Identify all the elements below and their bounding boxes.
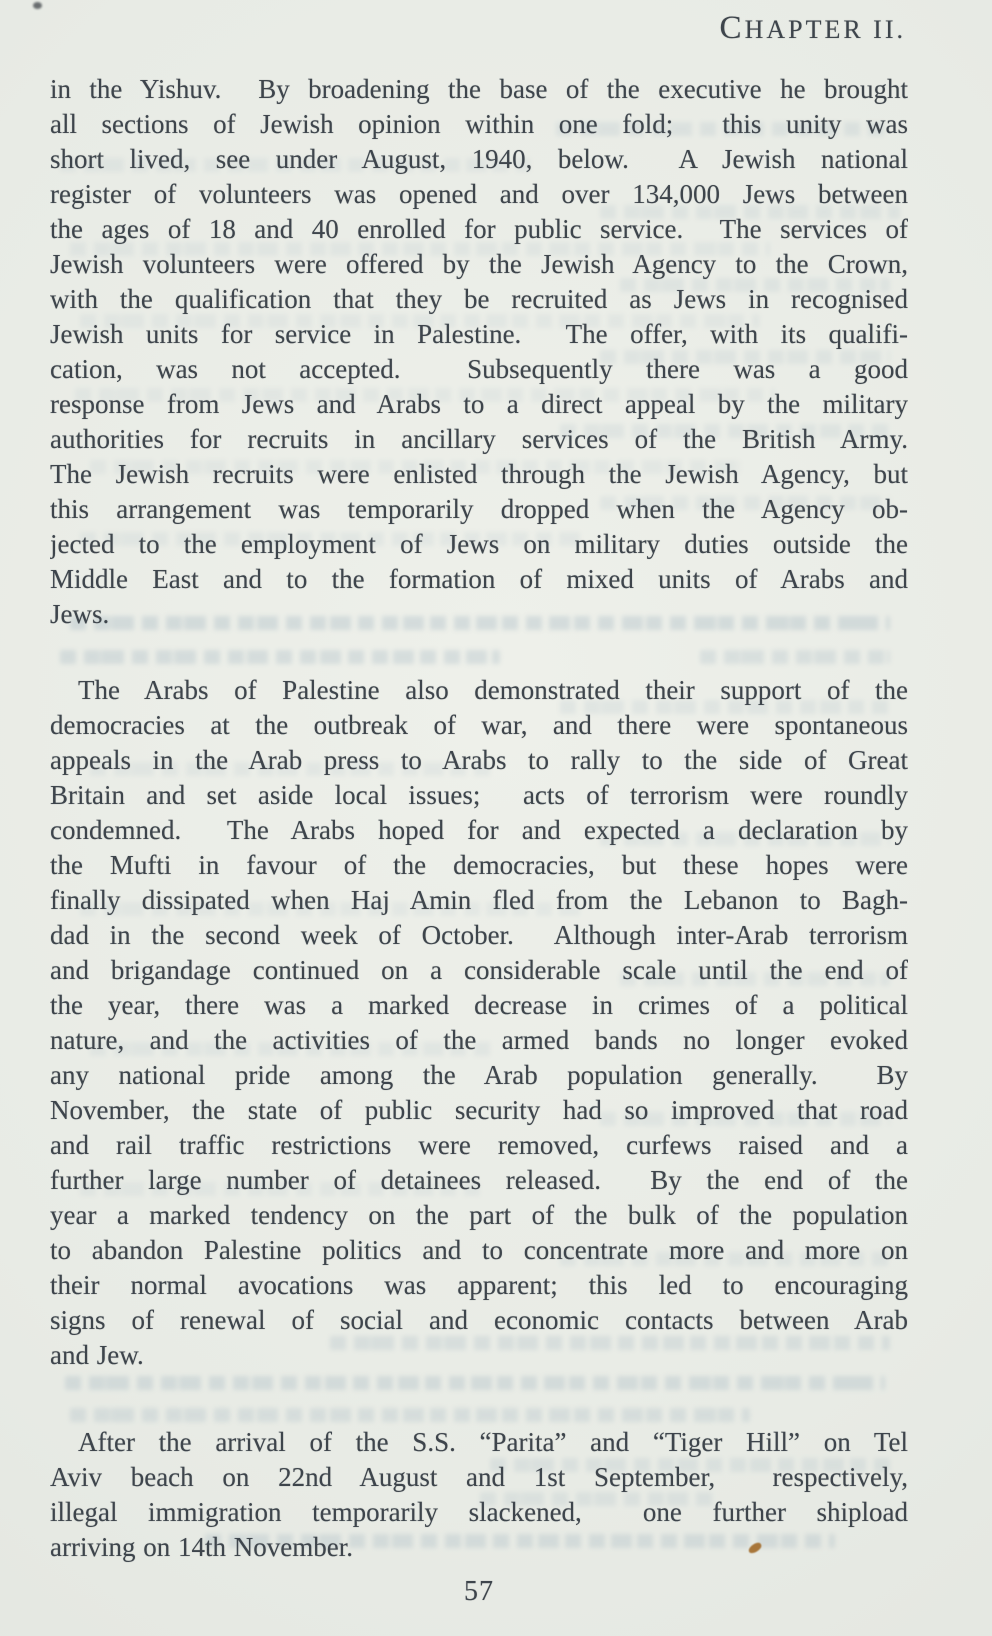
text-line: in the Yishuv. By broadening the base of the executive he brought — [50, 74, 908, 104]
text-line: this arrangement was temporarily dropped when the Agency ob- — [50, 494, 908, 524]
paragraph — [50, 673, 908, 1373]
text-line: After the arrival of the S.S. “Parita” and “Tiger Hill” on Tel — [78, 1427, 908, 1457]
text-line: the ages of 18 and 40 enrolled for public service. The services of — [50, 214, 908, 244]
text-line: to abandon Palestine politics and to concentrate more and more on — [50, 1235, 908, 1265]
text-line: further large number of detainees released. By the end of the — [50, 1165, 908, 1195]
paragraph — [50, 1425, 908, 1565]
text-line: condemned. The Arabs hoped for and expected a declaration by — [50, 815, 908, 845]
text-line: response from Jews and Arabs to a direct appeal by the military — [50, 389, 908, 419]
text-line: and rail traffic restrictions were removed, curfews raised and a — [50, 1130, 908, 1160]
text-line: register of volunteers was opened and over 134,000 Jews between — [50, 179, 908, 209]
text-line: their normal avocations was apparent; this led to encouraging — [50, 1270, 908, 1300]
text-line: dad in the second week of October. Although inter-Arab terrorism — [50, 920, 908, 950]
text-line: the year, there was a marked decrease in crimes of a political — [50, 990, 908, 1020]
scan-speck-top-left — [33, 2, 42, 9]
text-line: democracies at the outbreak of war, and there were spontaneous — [50, 710, 908, 740]
text-line: appeals in the Arab press to Arabs to rally to the side of Great — [50, 745, 908, 775]
text-line: the Mufti in favour of the democracies, but these hopes were — [50, 850, 908, 880]
page-number: 57 — [464, 1576, 494, 1607]
text-line: illegal immigration temporarily slackened, one further shipload — [50, 1497, 908, 1527]
text-line: Aviv beach on 22nd August and 1st September, respectively, — [50, 1462, 908, 1492]
text-line: November, the state of public security had so improved that road — [50, 1095, 908, 1125]
text-line: with the qualification that they be recruited as Jews in recognised — [50, 284, 908, 314]
paragraph — [50, 72, 908, 632]
text-line: The Jewish recruits were enlisted through the Jewish Agency, but — [50, 459, 908, 489]
page-body — [50, 72, 908, 1565]
text-line: signs of renewal of social and economic contacts between Arab — [50, 1305, 908, 1335]
text-line: and Jew. — [50, 1340, 144, 1370]
text-line: Jews. — [50, 599, 110, 629]
text-line: Jewish units for service in Palestine. The offer, with its qualifi- — [50, 319, 908, 349]
text-line: short lived, see under August, 1940, below. A Jewish national — [50, 144, 908, 174]
text-line: year a marked tendency on the part of the bulk of the population — [50, 1200, 908, 1230]
chapter-heading: CHAPTER II. — [719, 10, 906, 46]
text-line: Britain and set aside local issues; acts of terrorism were roundly — [50, 780, 908, 810]
text-line: jected to the employment of Jews on military duties outside the — [50, 529, 908, 559]
text-line: cation, was not accepted. Subsequently there was a good — [50, 354, 908, 384]
text-line: Middle East and to the formation of mixed units of Arabs and — [50, 564, 908, 594]
text-line: arriving on 14th November. — [50, 1532, 353, 1562]
text-line: Jewish volunteers were offered by the Jewish Agency to the Crown, — [50, 249, 908, 279]
text-line: finally dissipated when Haj Amin fled from the Lebanon to Bagh- — [50, 885, 908, 915]
text-line: all sections of Jewish opinion within one fold; this unity was — [50, 109, 908, 139]
text-line: and brigandage continued on a considerable scale until the end of — [50, 955, 908, 985]
text-line: nature, and the activities of the armed bands no longer evoked — [50, 1025, 908, 1055]
text-line: any national pride among the Arab population generally. By — [50, 1060, 908, 1090]
text-line: authorities for recruits in ancillary services of the British Army. — [50, 424, 908, 454]
text-line: The Arabs of Palestine also demonstrated their support of the — [78, 675, 908, 705]
